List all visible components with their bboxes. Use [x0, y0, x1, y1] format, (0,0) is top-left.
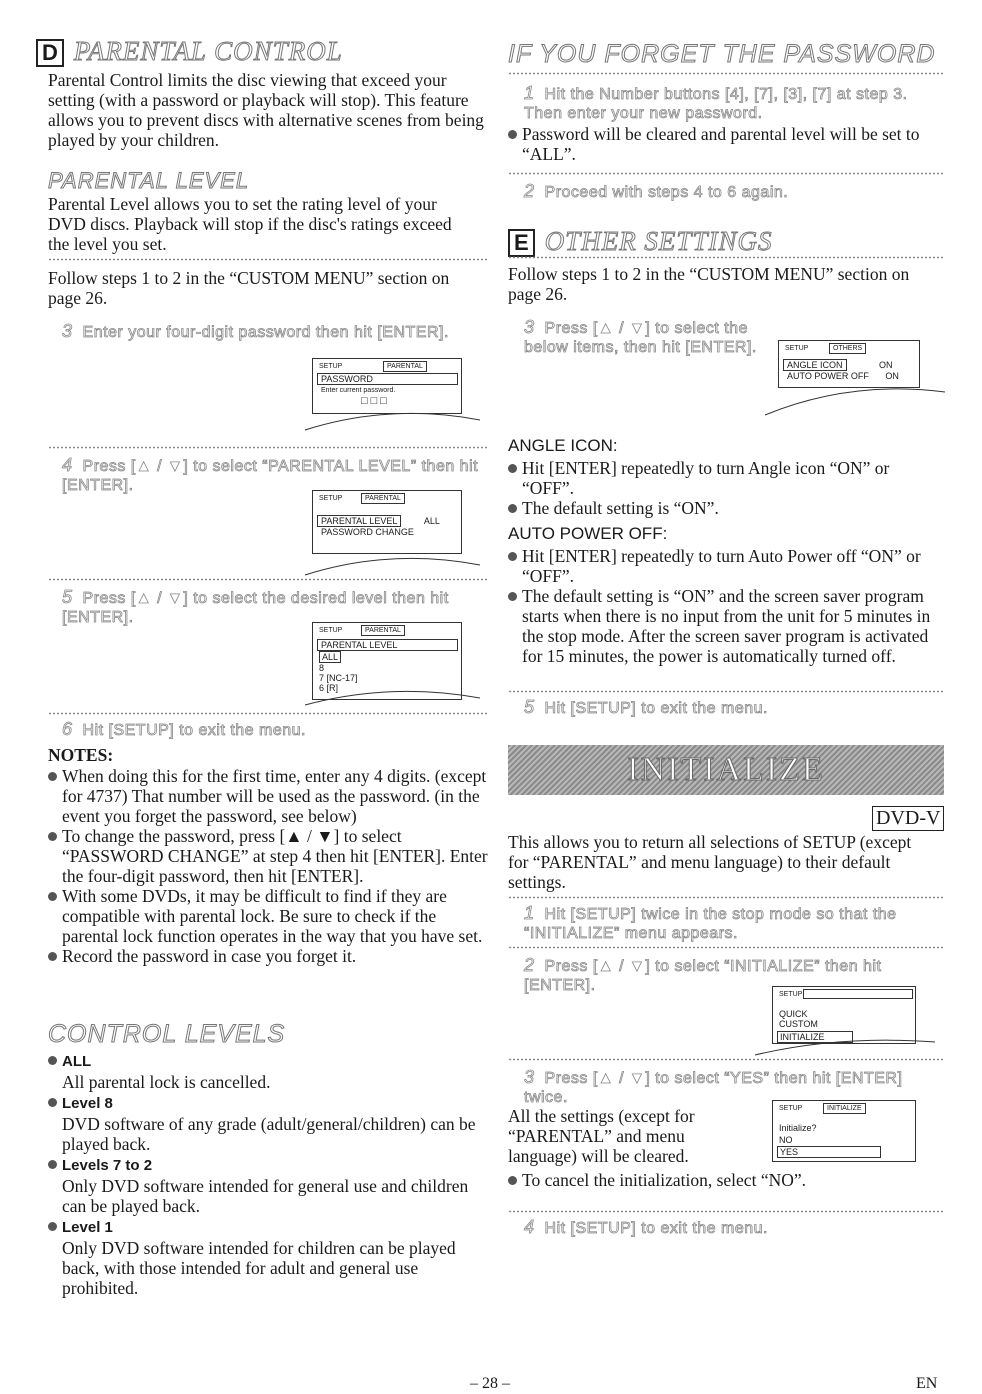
divider: [508, 946, 944, 949]
initialize-banner: [508, 745, 944, 795]
angle-icon-bullets: [508, 458, 938, 518]
osd-screen-initialize: [772, 1100, 916, 1162]
step-text: Hit [SETUP] twice in the stop mode so that the “INITIALIZE” menu appears.: [524, 906, 897, 942]
step-text: Press [▲ / ▼] to select “INITIALIZE” then hit [ENTER].: [524, 958, 882, 994]
level-item: ALL: [48, 1050, 488, 1072]
auto-power-off-bullets: [508, 546, 938, 666]
osd-option-initialize: INITIALIZE: [777, 1031, 853, 1043]
tv-screen-curve: [300, 395, 490, 435]
forget-step-2: [524, 182, 934, 202]
osd-level-all: ALL: [319, 651, 341, 663]
osd-level-6: 6 [R]: [319, 683, 339, 693]
bullet-item: Hit [ENTER] repeatedly to turn Angle icon “ON” or “OFF”.: [508, 458, 938, 498]
bullet-item: The default setting is “ON” and the screen saver program starts when there is no input from the unit for 5 minutes in the stop mode. After the screen saver program is activated for 15 minutes, the power is automatically turned off.: [508, 586, 938, 666]
parental-level-text: Parental Level allows you to set the rating level of your DVD discs. Playback will stop if the disc's ratings exceed the level you set.: [48, 194, 452, 254]
step-number: 2: [524, 181, 535, 201]
step-text: Hit [SETUP] to exit the menu.: [544, 700, 768, 717]
notes-list: [48, 766, 488, 966]
osd-option-yes: YES: [777, 1146, 881, 1158]
bullet-item: Hit [ENTER] repeatedly to turn Auto Power off “ON” or “OFF”.: [508, 546, 938, 586]
initialize-title: INITIALIZE: [627, 751, 825, 788]
osd-setup-label: SETUP: [319, 363, 343, 370]
step-text: Press [▲ / ▼] to select “PARENTAL LEVEL” then hit [ENTER].: [62, 458, 479, 494]
step-text: Press [▲ / ▼] to select the desired level then hit [ENTER].: [62, 590, 449, 626]
level-item: Level 8: [48, 1092, 488, 1114]
osd-tab: PARENTAL: [361, 493, 405, 504]
divider: [508, 256, 944, 259]
level-item: Levels 7 to 2: [48, 1154, 488, 1176]
step-text: Press [▲ / ▼] to select “YES” then hit [ENTER] twice.: [524, 1070, 903, 1106]
follow-steps-text: Follow steps 1 to 2 in the “CUSTOM MENU” section on page 26.: [48, 268, 450, 308]
level-text: Only DVD software intended for general use and children can be played back.: [62, 1176, 469, 1216]
forget-password-title: IF YOU FORGET THE PASSWORD: [508, 40, 936, 68]
bullet-item: The default setting is “ON”.: [508, 498, 938, 518]
divider: [508, 1210, 944, 1213]
control-levels-list: [48, 1050, 488, 1298]
note-item: With some DVDs, it may be difficult to find if they are compatible with parental lock. Be sure to check if the parental lock function operates in the way that you have set.: [48, 886, 488, 946]
step-number: 5: [62, 587, 73, 607]
language-label: EN: [916, 1375, 938, 1392]
osd-item-auto-power-off: AUTO POWER OFF: [787, 371, 869, 381]
osd-setup-label: SETUP: [319, 495, 343, 502]
step-text: Hit the Number buttons [4], [7], [3], [7] at step 3. Then enter your new password.: [524, 86, 908, 122]
step-6: [62, 720, 482, 740]
osd-setup-label: SETUP: [779, 1105, 803, 1112]
tv-screen-curve: [760, 370, 950, 420]
tv-screen-curve: [300, 680, 490, 710]
section-letter-d: D: [36, 39, 64, 67]
dvd-v-badge: DVD-V: [872, 806, 944, 831]
osd-item-row: [317, 515, 440, 527]
level-text: All parental lock is cancelled.: [62, 1072, 271, 1092]
tv-screen-curve: [300, 540, 490, 580]
osd-item-angle-icon: ANGLE ICON: [783, 359, 847, 371]
osd-level-7: 7 [NC-17]: [319, 673, 358, 683]
parental-control-intro: Parental Control limits the disc viewing that exceed your setting (with a password or playback will stop). This feature allows you to prevent discs with alternative scenes from being played by your children.: [48, 70, 484, 150]
step-number: 6: [62, 719, 73, 739]
osd-level-8: 8: [319, 663, 325, 673]
step-text: Proceed with steps 4 to 6 again.: [544, 184, 789, 201]
divider: [508, 896, 944, 899]
initialize-text: This allows you to return all selections of SETUP (except for “PARENTAL” and menu language) to their default settings.: [508, 832, 912, 892]
osd-tab: INITIALIZE: [823, 1103, 866, 1114]
osd-item-password-change: PASSWORD CHANGE: [321, 527, 414, 537]
control-levels-title: CONTROL LEVELS: [48, 1020, 286, 1048]
level-text: DVD software of any grade (adult/general/children) can be played back.: [62, 1114, 476, 1154]
step-number: 5: [524, 697, 535, 717]
step-number: 4: [62, 455, 73, 475]
divider: [48, 712, 488, 715]
other-settings-title: OTHER SETTINGS: [544, 226, 773, 256]
init-cleared-text: All the settings (except for “PARENTAL” and menu language) will be cleared.: [508, 1106, 695, 1166]
section-letter-e: E: [508, 229, 535, 257]
step-number: 1: [524, 903, 535, 923]
step-text: Hit [SETUP] to exit the menu.: [82, 722, 306, 739]
step-number: 3: [524, 317, 535, 337]
step-3: [62, 322, 462, 342]
auto-power-off-title: AUTO POWER OFF:: [508, 524, 668, 543]
divider: [508, 690, 944, 693]
osd-tab-empty: [803, 989, 913, 999]
osd-setup-options: [779, 1009, 818, 1029]
osd-item-value: ON: [879, 360, 893, 370]
step-number: 3: [62, 321, 73, 341]
other-settings-header: [508, 226, 772, 257]
step-text: Press [▲ / ▼] to select the below items, then hit [ENTER].: [524, 320, 757, 356]
init-step-1: [524, 904, 934, 943]
level-item: Level 1: [48, 1216, 488, 1238]
step-text: Hit [SETUP] to exit the menu.: [544, 1220, 768, 1237]
angle-icon-title: ANGLE ICON:: [508, 436, 618, 455]
osd-item-value: ON: [885, 371, 899, 381]
init-cancel-note: To cancel the initialization, select “NO”.: [508, 1170, 822, 1190]
divider: [508, 72, 944, 75]
other-step-5: [524, 698, 934, 718]
step-number: 2: [524, 955, 535, 975]
tv-screen-curve: [750, 1030, 945, 1060]
divider: [508, 172, 944, 175]
osd-option-no: NO: [779, 1135, 793, 1145]
osd-option-quick: QUICK: [779, 1009, 808, 1019]
osd-item-value: ALL: [423, 516, 440, 526]
osd-tab: OTHERS: [829, 343, 866, 354]
osd-prompt: Enter current password.: [321, 387, 396, 394]
osd-digit-boxes: □□□: [361, 395, 390, 407]
parental-control-title: PARENTAL CONTROL: [73, 36, 343, 66]
divider: [48, 578, 488, 581]
step-number: 4: [524, 1217, 535, 1237]
divider: [48, 258, 488, 261]
note-item: When doing this for the first time, enter any 4 digits. (except for 4737) That number will be used as the password. (in the event you forget the password, see below): [48, 766, 488, 826]
parental-control-header: [36, 36, 343, 67]
osd-level-header: PARENTAL LEVEL: [317, 639, 458, 651]
step-text: Enter your four-digit password then hit [ENTER].: [82, 324, 449, 341]
osd-setup-label: SETUP: [779, 991, 803, 998]
level-text: Only DVD software intended for children can be played back, with those intended for adult and general use prohibited.: [62, 1238, 456, 1298]
osd-initialize-question: Initialize?: [779, 1123, 817, 1133]
osd-setup-label: SETUP: [319, 627, 343, 634]
divider: [508, 1058, 944, 1061]
osd-option-custom: CUSTOM: [779, 1019, 818, 1029]
parental-level-title: PARENTAL LEVEL: [48, 168, 250, 193]
divider: [48, 446, 488, 449]
osd-setup-label: SETUP: [785, 345, 809, 352]
osd-tab: PARENTAL: [383, 361, 427, 372]
osd-item-parental-level: PARENTAL LEVEL: [317, 515, 401, 527]
osd-item-password: PASSWORD: [317, 373, 458, 385]
forget-note: Password will be cleared and parental level will be set to “ALL”.: [508, 124, 952, 164]
other-step-3: [524, 318, 764, 357]
step-number: 3: [524, 1067, 535, 1087]
note-item: To change the password, press [▲ / ▼] to select “PASSWORD CHANGE” at step 4 then hit [ENTER]. Enter the four-digit password, then hit [ENTER].: [48, 826, 488, 886]
step-number: 1: [524, 83, 535, 103]
notes-title: NOTES:: [48, 745, 114, 765]
follow-steps-text-e: Follow steps 1 to 2 in the “CUSTOM MENU” section on page 26.: [508, 264, 910, 304]
osd-tab: PARENTAL: [361, 625, 405, 636]
note-item: Record the password in case you forget it.: [48, 946, 488, 966]
init-step-4: [524, 1218, 924, 1238]
page-number: – 28 –: [470, 1375, 510, 1392]
forget-step-1: [524, 84, 934, 123]
